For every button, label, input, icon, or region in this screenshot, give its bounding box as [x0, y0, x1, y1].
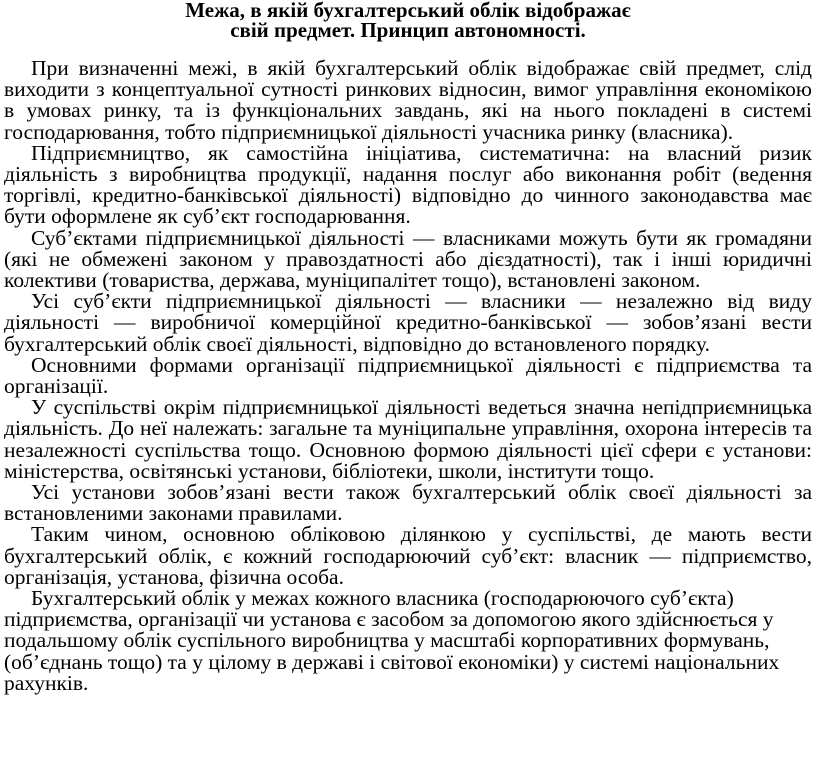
paragraph-6: У суспільстві окрім підприємницької діяльності ведеться значна непідприємницька діяльність. До неї належать: загальне та муніципальне управління, охорона інтересів та незалежності суспільства тощо. Основною формою діяльності цієї сфери є установи: міністерства, освітянські установи, бібліотеки, школи, інститути тощо.	[4, 395, 812, 483]
paragraph-8: Таким чином, основною обліковою ділянкою у суспільстві, де мають вести бухгалтерський облік, є кожний господарюючий суб’єкт: власник — підприємство, організація, установа, фізична особа.	[4, 522, 812, 589]
title-line-1: Межа, в якій бухгалтерський облік відображає	[185, 0, 631, 22]
paragraph-3: Суб’єктами підприємницької діяльності — власниками можуть бути як громадяни (які не обмежені законом у правоздатності або дієздатності), так і інші юридичні колективи (товариства, держава, муніципалітет тощо), встановлені законом.	[4, 225, 812, 293]
paragraph-2: Підприємництво, як самостійна ініціатива, систематична: на власний ризик діяльність з виробництва продукції, надання послуг або виконання робіт (ведення торгівлі, кредитно-банківської діяльності) відповідно до чинного законодавства має бути оформлене як суб’єкт господарювання.	[4, 140, 812, 229]
title-line-2: свій предмет. Принцип автономності.	[230, 18, 586, 42]
document-title	[4, 0, 812, 40]
paragraph-7: Усі установи зобов’язані вести також бухгалтерський облік своєї діяльності за встановленими законами правилами.	[4, 480, 812, 526]
paragraph-4: Усі суб’єкти підприємницької діяльності — власники — незалежно від виду діяльності — виробничої комерційної кредитно-банківської — зобов’язані вести бухгалтерський облік своєї діяльності, відповідно до встановленого порядку.	[4, 289, 812, 356]
paragraph-9: Бухгалтерський облік у межах кожного власника (господарюючого суб’єкта) підприємства, організації чи установа є засобом за допомогою якого здійснюється у подальшому облік суспільного виробництва у масштабі корпоративних формувань, (об’єднань тощо) та у цілому в державі і світової економіки) у системі національних рахунків.	[4, 586, 780, 695]
paragraph-5: Основними формами організації підприємницької діяльності є підприємства та організації.	[4, 352, 812, 399]
paragraph-1: При визначенні межі, в якій бухгалтерський облік відображає свій предмет, слід виходити з концептуальної сутності ринкових відносин, вимог управління економікою в умовах ринку, та із функціональних завдань, які на нього покладені в системі господарювання, тобто підприємницької діяльності учасника ринку (власника).	[4, 56, 812, 144]
